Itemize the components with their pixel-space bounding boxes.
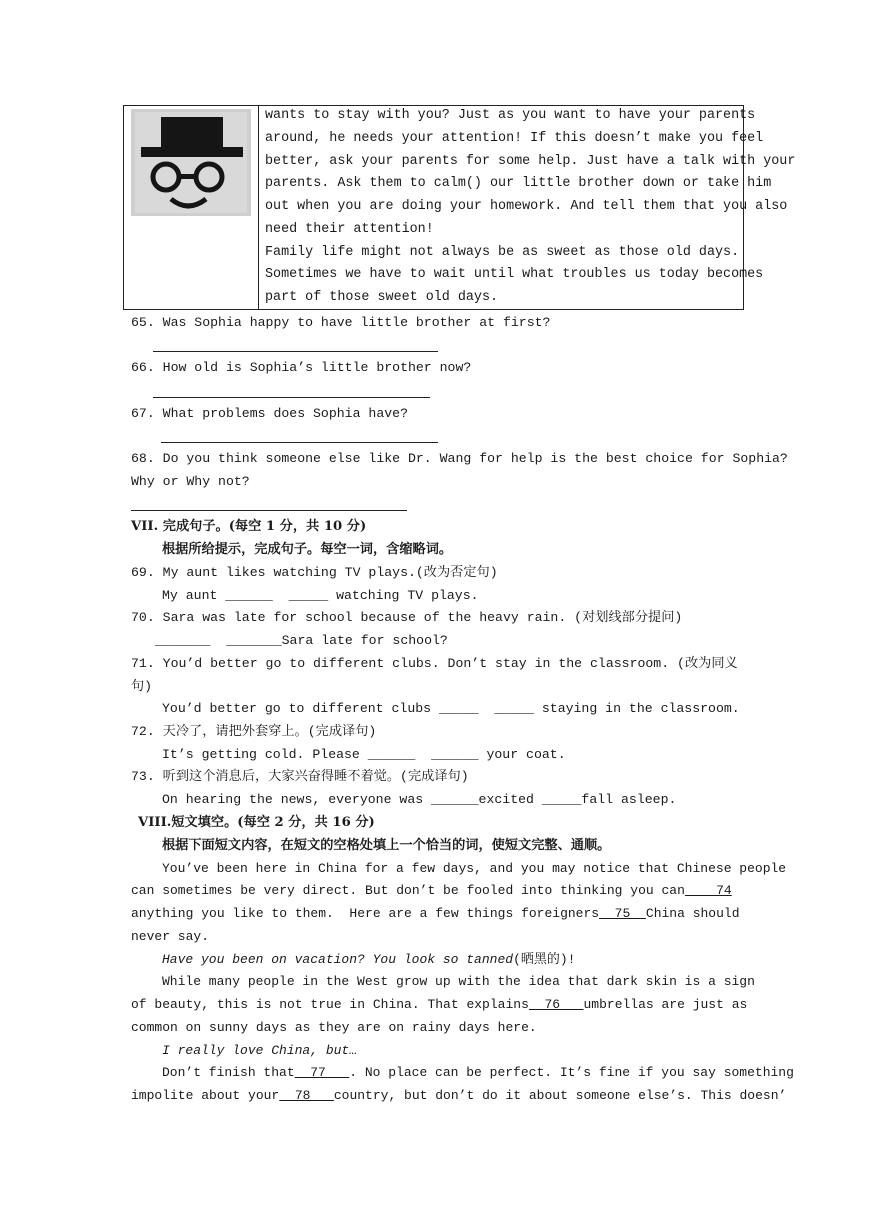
italic-heading-1 bbox=[162, 950, 575, 970]
italic-heading-1-note: (晒黑的)! bbox=[513, 952, 576, 967]
paragraph-1-line-2 bbox=[131, 881, 732, 901]
section-7-instruction: 根据所给提示，完成句子。每空一词，含缩略词。 bbox=[162, 542, 453, 557]
blank-78[interactable]: 78 bbox=[279, 1088, 334, 1103]
blank-77[interactable]: 77 bbox=[294, 1065, 350, 1080]
paragraph-1-line-3-text: anything you like to them. Here are a few things foreigners bbox=[131, 906, 600, 921]
item-71-cont: 句) bbox=[131, 679, 153, 694]
passage-line-3: better, ask your parents for some help. Just have a talk with your bbox=[265, 154, 796, 169]
blank-76[interactable]: 76 bbox=[528, 997, 584, 1012]
item-71: 71. You’d better go to different clubs. Don’t stay in the classroom. (改为同义 bbox=[131, 656, 738, 671]
section-8-instruction: 根据下面短文内容，在短文的空格处填上一个恰当的词，使短文完整、通顺。 bbox=[162, 838, 611, 853]
italic-heading-2: I really love China, but… bbox=[162, 1043, 358, 1058]
passage-line-6: need their attention! bbox=[265, 222, 434, 237]
section-8-heading: VIII.短文填空。(每空 2 分，共 16 分) bbox=[138, 815, 375, 830]
section-7-heading: VII. 完成句子。(每空 1 分，共 10 分) bbox=[131, 519, 367, 534]
table-column-divider bbox=[258, 105, 259, 310]
question-65: 65. Was Sophia happy to have little brother at first? bbox=[131, 315, 551, 330]
passage-line-7: Family life might not always be as sweet as those old days. bbox=[265, 245, 740, 260]
paragraph-3-line-2-end: country, but don’t do it about someone else’s. This doesn’ bbox=[333, 1088, 787, 1103]
question-68-cont: Why or Why not? bbox=[131, 474, 250, 489]
item-69-answer: My aunt ______ _____ watching TV plays. bbox=[162, 588, 479, 603]
passage-line-9: part of those sweet old days. bbox=[265, 290, 499, 305]
paragraph-2-line-2-text: of beauty, this is not true in China. That explains bbox=[131, 997, 529, 1012]
item-73-answer: On hearing the news, everyone was ______excited _____fall asleep. bbox=[162, 792, 677, 807]
item-71-answer: You’d better go to different clubs _____ _____ staying in the classroom. bbox=[162, 701, 740, 716]
item-70: 70. Sara was late for school because of the heavy rain. (对划线部分提问) bbox=[131, 610, 683, 625]
passage-line-5: out when you are doing your homework. And tell them that you also bbox=[265, 199, 788, 214]
paragraph-3-line-1 bbox=[162, 1063, 794, 1083]
question-68: 68. Do you think someone else like Dr. Wang for help is the best choice for Sophia? bbox=[131, 451, 788, 466]
passage-line-1: wants to stay with you? Just as you want to have your parents bbox=[265, 108, 756, 123]
paragraph-3-line-2-text: impolite about your bbox=[131, 1088, 280, 1103]
item-69: 69. My aunt likes watching TV plays.(改为否定句) bbox=[131, 565, 498, 580]
paragraph-2-line-1: While many people in the West grow up with the idea that dark skin is a sign bbox=[162, 974, 755, 989]
blank-75[interactable]: 75 bbox=[599, 906, 646, 921]
answer-line-68[interactable] bbox=[131, 510, 407, 511]
paragraph-1-line-2-text: can sometimes be very direct. But don’t be fooled into thinking you can bbox=[131, 883, 685, 898]
answer-line-66[interactable] bbox=[153, 397, 430, 398]
passage-line-2: around, he needs your attention! If this doesn’t make you feel bbox=[265, 131, 764, 146]
paragraph-3-line-1-text: Don’t finish that bbox=[162, 1065, 295, 1080]
item-72-answer: It’s getting cold. Please ______ ______ your coat. bbox=[162, 747, 566, 762]
question-66: 66. How old is Sophia’s little brother now? bbox=[131, 360, 472, 375]
paragraph-1-line-3-end: China should bbox=[645, 906, 740, 921]
item-72: 72. 天冷了，请把外套穿上。(完成译句) bbox=[131, 724, 377, 739]
answer-line-67[interactable] bbox=[161, 442, 438, 443]
blank-74[interactable]: 74 bbox=[684, 883, 732, 898]
paragraph-1-line-4: never say. bbox=[131, 929, 210, 944]
paragraph-3-line-1-end: . No place can be perfect. It’s fine if you say something bbox=[349, 1065, 794, 1080]
paragraph-3-line-2 bbox=[131, 1086, 786, 1106]
passage-line-8: Sometimes we have to wait until what troubles us today becomes bbox=[265, 267, 764, 282]
italic-heading-1-text: Have you been on vacation? You look so tanned bbox=[162, 952, 514, 967]
paragraph-2-line-3: common on sunny days as they are on rainy days here. bbox=[131, 1020, 537, 1035]
paragraph-2-line-2 bbox=[131, 995, 747, 1015]
question-67: 67. What problems does Sophia have? bbox=[131, 406, 408, 421]
detective-hat-glasses-face-icon bbox=[131, 109, 251, 216]
paragraph-1-line-3 bbox=[131, 904, 740, 924]
paragraph-2-line-2-end: umbrellas are just as bbox=[583, 997, 748, 1012]
answer-line-65[interactable] bbox=[153, 351, 438, 352]
item-73: 73. 听到这个消息后，大家兴奋得睡不着觉。(完成译句) bbox=[131, 769, 469, 784]
passage-line-4: parents. Ask them to calm() our little brother down or take him bbox=[265, 176, 772, 191]
item-70-answer: _______ _______Sara late for school? bbox=[155, 633, 448, 648]
paragraph-1-line-1: You’ve been here in China for a few days, and you may notice that Chinese people bbox=[162, 861, 787, 876]
